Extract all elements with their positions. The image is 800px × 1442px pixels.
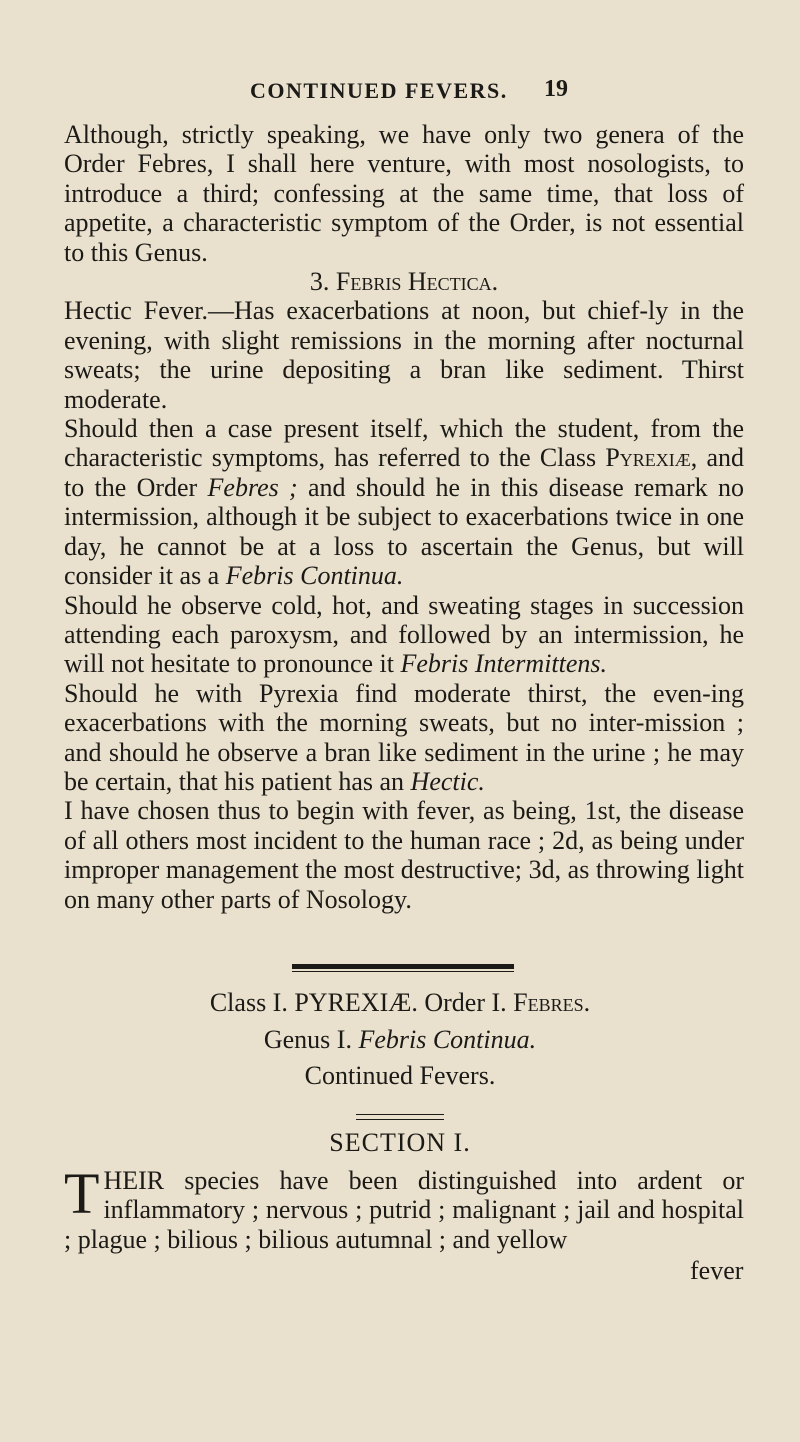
genus-label: Genus I. [263, 1025, 352, 1054]
catchword: fever [690, 1256, 744, 1285]
section-title: SECTION I. [329, 1128, 471, 1157]
section-body [64, 1161, 744, 1254]
class-name: PYREXIÆ. [294, 988, 418, 1017]
order-name: Febres. [513, 988, 591, 1017]
page-number: 19 [544, 76, 568, 102]
body-text [64, 120, 744, 914]
hectic-inline: Hectic. [410, 766, 485, 796]
paragraph-intermittens [64, 591, 744, 679]
continued-fevers-heading: Continued Fevers. [304, 1061, 496, 1090]
genus-name-inline: Febris Continua. [225, 561, 404, 591]
order-label: Order I. [424, 988, 507, 1017]
class-name-inline: Pyrexiæ [605, 443, 691, 473]
genus-line [0, 1025, 800, 1055]
paragraph-hectic-diagnosis [64, 679, 744, 797]
paragraph-continua [64, 414, 744, 590]
genus-name-inline: Febris Intermittens. [400, 649, 608, 679]
text-run: and should he in this disease remark no intermission, although it be subject to exacerbations twice in one day, he cannot be at a loss to ascertain the Genus, but will consider it as a [64, 472, 744, 591]
divider-rule [292, 964, 514, 969]
genus-name: Febris Continua. [358, 1025, 537, 1054]
class-label: Class I. [209, 988, 288, 1017]
running-head: CONTINUED FEVERS. [250, 78, 508, 103]
text-run: Should he with Pyrexia find moderate thirst, the even-ing exacerbations with the morning sweats, but no inter-mission ; and should he observe a bran like sediment in the urine ; he may be certain, that his patient has an [64, 678, 744, 796]
paragraph-rationale: I have chosen thus to begin with fever, as being, 1st, the disease of all others most incident to the human race ; 2d, as being under improper management the most destructive; 3d, as throwing light on many other parts of Nosology. [64, 796, 744, 914]
paragraph-hectic-fever: Hectic Fever.—Has exacerbations at noon, but chief-ly in the evening, with slight remissions in the morning after nocturnal sweats; the urine depositing a bran like sediment. Thirst moderate. [64, 296, 744, 414]
classification-line [0, 988, 800, 1018]
text-run: Should then a case present itself, which the student, from the characteristic symptoms, has referred to the Class [64, 414, 744, 473]
section-rule [356, 1114, 444, 1120]
divider-rule-thin [292, 971, 514, 972]
order-name-inline: Febres ; [207, 472, 298, 502]
drop-cap: T [64, 1161, 100, 1226]
section-body-text: HEIR species have been distinguished into ardent or inflammatory ; nervous ; putrid ; malignant ; jail and hospital ; plague ; bilious ; bilious autumnal ; and yellow [64, 1166, 744, 1254]
text-run: , and to the Order [64, 443, 744, 502]
page-header [0, 76, 800, 110]
genus-heading-hectica: 3. Febris Hectica. [309, 267, 499, 297]
paragraph-intro: Although, strictly speaking, we have only two genera of the Order Febres, I shall here venture, with most nosologists, to introduce a third; confessing at the same time, that loss of appetite, a characteristic symptom of the Order, is not essential to this Genus. [64, 120, 744, 267]
text-run: Should he observe cold, hot, and sweating stages in succession attending each paroxysm, and followed by an intermission, he will not hesitate to pronounce it [64, 590, 744, 679]
